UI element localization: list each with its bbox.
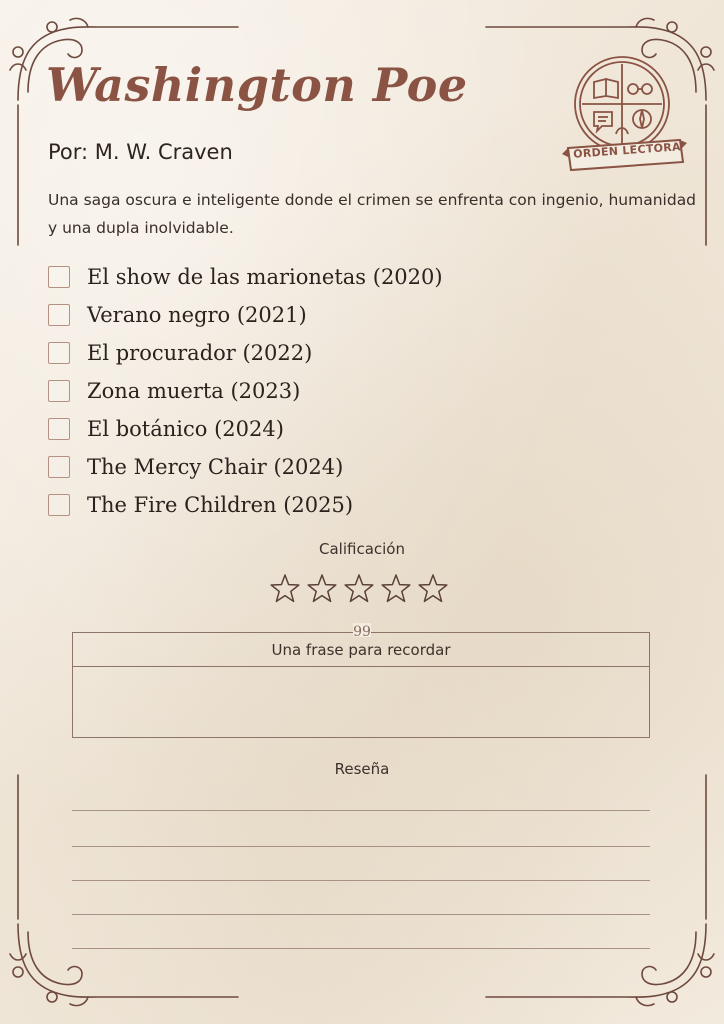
star-rating — [268, 572, 450, 606]
book-description: Una saga oscura e inteligente donde el crimen se enfrenta con ingenio, humanidad y una dupla inolvidable. — [48, 191, 697, 237]
book-label: El show de las marionetas (2020) — [87, 265, 443, 289]
book-label: El botánico (2024) — [87, 417, 284, 441]
review-line[interactable] — [72, 810, 650, 811]
book-checkbox[interactable] — [48, 266, 70, 288]
book-list-item — [48, 372, 443, 410]
review-line[interactable] — [72, 846, 650, 847]
book-checkbox[interactable] — [48, 494, 70, 516]
star-icon[interactable] — [342, 572, 376, 606]
book-list-item — [48, 410, 443, 448]
seal-text: ORDEN LECTORA — [572, 140, 682, 161]
book-label: Zona muerta (2023) — [87, 379, 301, 403]
review-line[interactable] — [72, 914, 650, 915]
book-checkbox[interactable] — [48, 380, 70, 402]
review-label: Reseña — [334, 760, 390, 778]
book-list-item — [48, 296, 443, 334]
star-icon[interactable] — [416, 572, 450, 606]
orden-lectora-seal-logo — [560, 52, 690, 182]
book-checklist — [48, 258, 443, 524]
book-label: The Mercy Chair (2024) — [87, 455, 344, 479]
star-icon[interactable] — [379, 572, 413, 606]
book-label: El procurador (2022) — [87, 341, 313, 365]
book-label: The Fire Children (2025) — [87, 493, 354, 517]
quote-text-area[interactable] — [73, 667, 649, 737]
quote-box — [72, 624, 650, 738]
book-author: Por: M. W. Craven — [48, 140, 233, 164]
book-list-item — [48, 334, 443, 372]
quote-label: Una frase para recordar — [73, 633, 649, 667]
book-list-item — [48, 486, 443, 524]
book-checkbox[interactable] — [48, 456, 70, 478]
star-icon[interactable] — [268, 572, 302, 606]
review-line[interactable] — [72, 880, 650, 881]
book-series-title: Washington Poe — [46, 58, 468, 112]
review-line[interactable] — [72, 948, 650, 949]
book-checkbox[interactable] — [48, 342, 70, 364]
book-checkbox[interactable] — [48, 418, 70, 440]
rating-label: Calificación — [319, 540, 405, 558]
book-label: Verano negro (2021) — [87, 303, 307, 327]
star-icon[interactable] — [305, 572, 339, 606]
book-list-item — [48, 258, 443, 296]
book-checkbox[interactable] — [48, 304, 70, 326]
book-list-item — [48, 448, 443, 486]
quote-marks-icon: 99 — [353, 624, 371, 640]
